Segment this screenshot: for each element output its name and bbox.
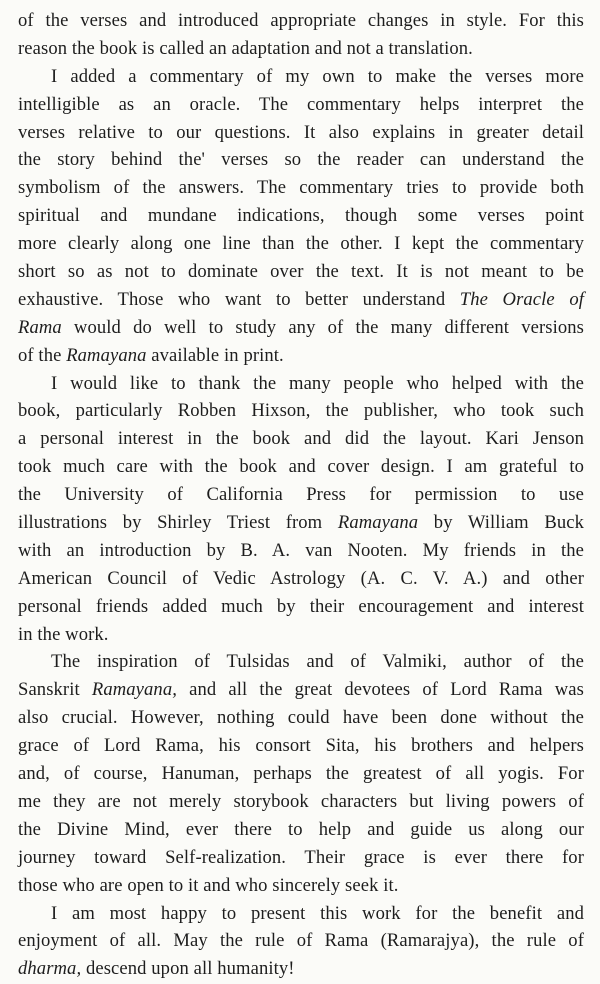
text-line — [18, 370, 584, 398]
italic-text-segment: Ramayana — [66, 344, 147, 366]
text-line — [18, 593, 584, 621]
text-line — [18, 648, 584, 676]
text-line — [18, 955, 584, 983]
text-segment: illustrations by Shirley Triest from — [18, 512, 338, 534]
text-line — [18, 537, 584, 565]
text-line — [18, 202, 584, 230]
text-segment: journey toward Self-realization. Their grace is ever there for — [18, 846, 584, 868]
text-segment: I would like to thank the many people who helped with the — [51, 372, 584, 394]
text-segment: I added a commentary of my own to make the verses more — [51, 65, 584, 87]
text-line — [18, 453, 584, 481]
text-line — [18, 174, 584, 202]
text-segment: more clearly along one line than the other. I kept the commentary — [18, 233, 584, 255]
text-segment: the story behind the' verses so the reader can understand the — [18, 149, 584, 171]
text-line — [18, 621, 584, 649]
text-segment: available in print. — [146, 344, 284, 366]
text-segment: descend upon all humanity! — [81, 958, 295, 980]
text-line — [18, 7, 584, 35]
page-text — [18, 7, 584, 983]
text-line — [18, 258, 584, 286]
text-line — [18, 872, 584, 900]
text-segment: by William Buck — [418, 512, 584, 534]
text-line — [18, 230, 584, 258]
text-segment: intelligible as an oracle. The commentary helps interpret the — [18, 93, 584, 115]
text-line — [18, 565, 584, 593]
text-line — [18, 900, 584, 928]
text-segment: would do well to study any of the many different versions — [61, 316, 584, 338]
italic-text-segment: Ramayana, — [91, 679, 177, 701]
text-line — [18, 788, 584, 816]
text-line — [18, 481, 584, 509]
text-line — [18, 146, 584, 174]
italic-text-segment: Rama — [18, 316, 62, 338]
text-segment: took much care with the book and cover design. I am grateful to — [18, 456, 584, 478]
text-segment: grace of Lord Rama, his consort Sita, his brothers and helpers — [18, 735, 584, 757]
text-line — [18, 286, 584, 314]
text-line — [18, 844, 584, 872]
italic-text-segment: Ramayana — [337, 512, 419, 534]
text-segment: enjoyment of all. May the rule of Rama (Ramarajya), the rule of — [18, 930, 584, 952]
text-line — [18, 91, 584, 119]
text-segment: also crucial. However, nothing could have been done without the — [18, 707, 584, 729]
italic-text-segment: The Oracle of — [459, 288, 584, 310]
text-segment: of the verses and introduced appropriate changes in style. For this — [18, 10, 584, 31]
text-line — [18, 119, 584, 147]
text-segment: spiritual and mundane indications, though some verses point — [18, 205, 584, 227]
text-segment: book, particularly Robben Hixson, the publisher, who took such — [18, 400, 584, 422]
text-segment: symbolism of the answers. The commentary tries to provide both — [18, 177, 584, 199]
text-line — [18, 676, 584, 704]
text-line — [18, 760, 584, 788]
text-segment: Sanskrit — [18, 679, 92, 701]
text-line — [18, 732, 584, 760]
text-line — [18, 425, 584, 453]
text-line — [18, 342, 584, 370]
text-line — [18, 314, 584, 342]
text-line — [18, 63, 584, 91]
text-line — [18, 509, 584, 537]
text-line — [18, 927, 584, 955]
text-line — [18, 397, 584, 425]
text-line — [18, 816, 584, 844]
text-segment: a personal interest in the book and did the layout. Kari Jenson — [18, 428, 584, 450]
text-segment: the University of California Press for permission to use — [18, 484, 584, 506]
text-segment: exhaustive. Those who want to better understand — [18, 288, 460, 310]
text-line — [18, 35, 584, 63]
text-segment: me they are not merely storybook characters but living powers of — [18, 790, 584, 812]
text-segment: American Council of Vedic Astrology (A. C. V. A.) and other — [18, 567, 584, 589]
text-segment: those who are open to it and who sincerely seek it. — [18, 874, 399, 896]
text-segment: reason the book is called an adaptation and not a translation. — [18, 37, 473, 59]
text-segment: personal friends added much by their encouragement and interest — [18, 595, 584, 617]
text-segment: the Divine Mind, ever there to help and guide us along our — [18, 818, 584, 840]
text-segment: and, of course, Hanuman, perhaps the greatest of all yogis. For — [18, 763, 584, 785]
italic-text-segment: dharma, — [18, 958, 82, 980]
text-segment: verses relative to our questions. It also explains in greater detail — [18, 121, 584, 143]
text-segment: of the — [18, 344, 67, 366]
text-segment: The inspiration of Tulsidas and of Valmiki, author of the — [51, 651, 584, 673]
text-line — [18, 704, 584, 732]
text-segment: in the work. — [18, 623, 109, 645]
text-segment: short so as not to dominate over the text. It is not meant to be — [18, 261, 584, 283]
text-segment: I am most happy to present this work for the benefit and — [51, 902, 584, 924]
text-segment: and all the great devotees of Lord Rama was — [176, 679, 584, 701]
text-segment: with an introduction by B. A. van Nooten. My friends in the — [18, 539, 584, 561]
